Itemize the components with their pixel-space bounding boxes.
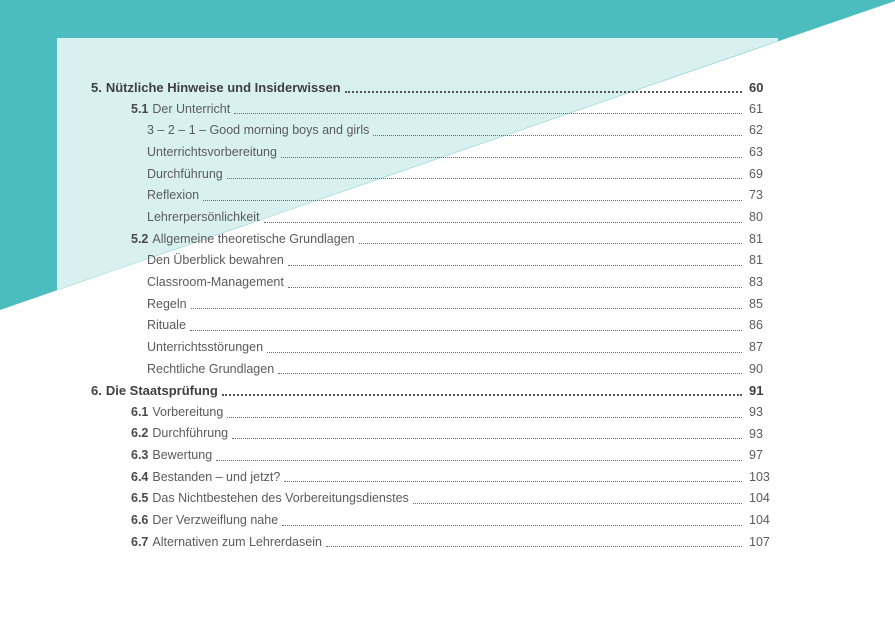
- entry-title: Den Überblick bewahren: [147, 253, 284, 268]
- entry-title: Bewertung: [152, 448, 213, 463]
- page-number: 90: [749, 361, 763, 376]
- toc-subsection-entry: [0, 272, 895, 294]
- entry-title: Durchführung: [152, 426, 229, 441]
- page-number: 104: [749, 491, 770, 506]
- dot-leader: [373, 135, 742, 136]
- dot-leader: [216, 460, 742, 461]
- toc-section-entry: [0, 510, 895, 532]
- entry-number: 6.5: [131, 491, 149, 506]
- page-number: 81: [749, 253, 763, 268]
- entry-number: 6.4: [131, 469, 149, 484]
- dot-leader: [413, 503, 742, 504]
- page-number: 60: [749, 80, 764, 95]
- entry-title: Das Nichtbestehen des Vorbereitungsdienstes: [152, 491, 409, 506]
- entry-number: 6.1: [131, 404, 149, 419]
- page-number: 107: [749, 534, 770, 549]
- page-number: 83: [749, 274, 763, 289]
- toc-section-entry: [0, 488, 895, 510]
- entry-title: Reflexion: [147, 188, 200, 203]
- toc-subsection-entry: [0, 315, 895, 337]
- entry-title: Bestanden – und jetzt?: [152, 469, 281, 484]
- dot-leader: [234, 113, 742, 114]
- page-number: 87: [749, 339, 763, 354]
- entry-title: Classroom-Management: [147, 274, 284, 289]
- dot-leader: [284, 481, 742, 482]
- dot-leader: [191, 308, 742, 309]
- entry-title: 3 – 2 – 1 – Good morning boys and girls: [147, 123, 370, 138]
- page-number: 63: [749, 144, 763, 159]
- toc-subsection-entry: [0, 250, 895, 272]
- dot-leader: [359, 243, 742, 244]
- toc-section-entry: [0, 467, 895, 489]
- dot-leader: [326, 546, 742, 547]
- toc-section-entry: [0, 445, 895, 467]
- page-number: 91: [749, 383, 764, 399]
- dot-leader: [227, 417, 742, 418]
- dot-leader: [227, 178, 742, 179]
- page-number: 69: [749, 166, 763, 181]
- entry-title: Alternativen zum Lehrerdasein: [152, 534, 322, 549]
- entry-title: Regeln: [147, 296, 187, 311]
- page-number: 86: [749, 318, 763, 333]
- table-of-contents: [0, 77, 895, 553]
- page-number: 104: [749, 513, 770, 528]
- toc-subsection-entry: [0, 142, 895, 164]
- page-number: 103: [749, 469, 770, 484]
- toc-subsection-entry: [0, 294, 895, 316]
- entry-title: Rituale: [147, 318, 186, 333]
- entry-number: 6.6: [131, 513, 149, 528]
- entry-number: 5.: [91, 79, 102, 95]
- toc-section-entry: [0, 424, 895, 446]
- entry-number: 5.1: [131, 101, 149, 116]
- entry-title: Unterrichtsvorbereitung: [147, 144, 277, 159]
- page-number: 73: [749, 188, 763, 203]
- dot-leader: [264, 222, 742, 223]
- entry-title: Allgemeine theoretische Grundlagen: [152, 231, 355, 246]
- page-number: 93: [749, 426, 763, 441]
- entry-title: Der Unterricht: [152, 101, 231, 116]
- toc-subsection-entry: [0, 359, 895, 381]
- entry-number: 6.7: [131, 534, 149, 549]
- entry-number: 6.3: [131, 448, 149, 463]
- dot-leader: [281, 157, 742, 158]
- entry-title: Unterrichtsstörungen: [147, 339, 264, 354]
- dot-leader: [222, 394, 742, 396]
- page-number: 93: [749, 404, 763, 419]
- entry-title: Die Staatsprüfung: [105, 383, 218, 399]
- page-number: 97: [749, 448, 763, 463]
- entry-title: Der Verzweiflung nahe: [152, 513, 279, 528]
- entry-number: 6.: [91, 383, 102, 399]
- toc-subsection-entry: [0, 337, 895, 359]
- page-number: 61: [749, 101, 763, 116]
- dot-leader: [278, 373, 742, 374]
- entry-title: Durchführung: [147, 166, 223, 181]
- dot-leader: [203, 200, 742, 201]
- dot-leader: [288, 287, 742, 288]
- entry-title: Lehrerpersönlichkeit: [147, 209, 260, 224]
- toc-subsection-entry: [0, 120, 895, 142]
- page-number: 62: [749, 123, 763, 138]
- toc-subsection-entry: [0, 207, 895, 229]
- dot-leader: [345, 91, 742, 93]
- toc-subsection-entry: [0, 185, 895, 207]
- entry-title: Vorbereitung: [152, 404, 224, 419]
- page-number: 80: [749, 209, 763, 224]
- toc-section-entry: [0, 402, 895, 424]
- entry-title: Nützliche Hinweise und Insiderwissen: [105, 79, 341, 95]
- dot-leader: [190, 330, 742, 331]
- dot-leader: [267, 352, 742, 353]
- toc-subsection-entry: [0, 164, 895, 186]
- dot-leader: [232, 438, 742, 439]
- dot-leader: [288, 265, 742, 266]
- toc-section-entry: [0, 99, 895, 121]
- toc-section-entry: [0, 229, 895, 251]
- entry-number: 6.2: [131, 426, 149, 441]
- toc-section-entry: [0, 532, 895, 554]
- toc-chapter-entry: [0, 380, 895, 402]
- entry-title: Rechtliche Grundlagen: [147, 361, 275, 376]
- page-number: 81: [749, 231, 763, 246]
- dot-leader: [282, 525, 742, 526]
- entry-number: 5.2: [131, 231, 149, 246]
- page-number: 85: [749, 296, 763, 311]
- toc-chapter-entry: [0, 77, 895, 99]
